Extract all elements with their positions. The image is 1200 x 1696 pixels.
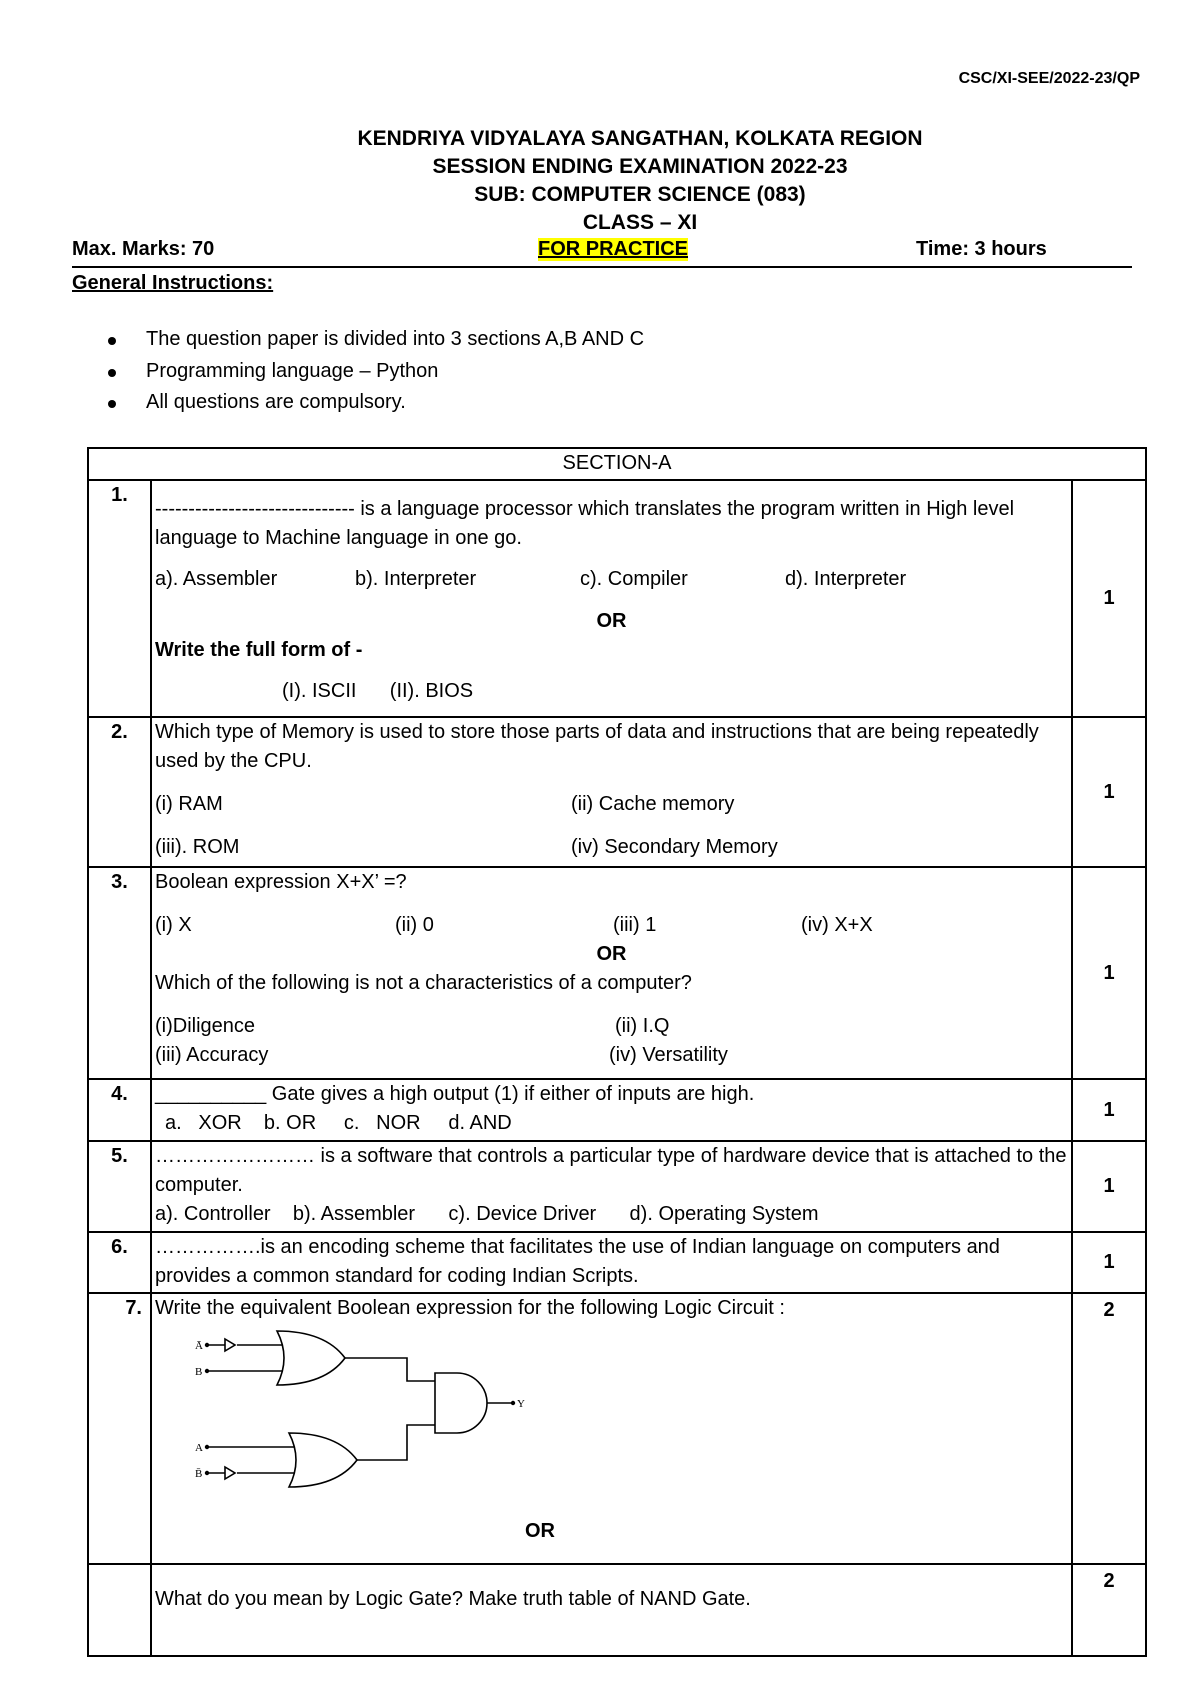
section-row [88,448,1146,480]
question-text: …………….is an encoding scheme that facilitates the use of Indian language on computers and provides a common standard for coding Indian Scripts. [155,1236,1000,1287]
header-subject: SUB: COMPUTER SCIENCE (083) [474,183,806,206]
header-class: CLASS – XI [582,211,698,234]
question-number: 5. [88,1141,151,1232]
question-body [151,1564,1072,1656]
option: (i) RAM [155,793,223,815]
question-text: Write the equivalent Boolean expression for the following Logic Circuit : [155,1297,785,1319]
circuit-label-b: B [195,1366,203,1378]
question-text: __________ Gate gives a high output (1) if either of inputs are high. [155,1083,755,1105]
questions-table [87,447,1147,1657]
question-number: 2. [88,717,151,867]
option: d). Interpreter [785,568,907,590]
circuit-label-a: A [195,1442,203,1454]
question-row [88,717,1146,867]
marks: 1 [1072,480,1146,717]
option: (i)Diligence [155,1015,256,1037]
circuit-label-b-bar: B̄ [195,1468,203,1480]
question-body [151,1079,1072,1141]
for-practice-badge: FOR PRACTICE [538,238,688,260]
options-row [155,833,1068,862]
bullet-icon [108,369,116,377]
options-line: a. XOR b. OR c. NOR d. AND [165,1112,512,1134]
option: a). Assembler [155,568,278,590]
circuit-label-a-bar: Ā [195,1340,203,1352]
marks: 1 [1072,1141,1146,1232]
options-line: a). Controller b). Assembler c). Device Driver d). Operating System [155,1203,819,1225]
time-allowed: Time: 3 hours [916,238,1047,260]
option: (ii) I.Q [615,1015,670,1037]
marks: 1 [1072,867,1146,1079]
max-marks: Max. Marks: 70 [72,238,215,260]
options-row [155,1041,1068,1070]
options-row [155,790,1068,819]
question-text: Which type of Memory is used to store those parts of data and instructions that are being repeatedly used by the CPU. [155,721,1039,772]
question-number: 7. [88,1293,151,1564]
question-row [88,867,1146,1079]
alt-items: (I). ISCII (II). BIOS [282,680,474,702]
or-label: OR [596,943,627,965]
option: (i) X [155,914,192,936]
question-number: 1. [88,480,151,717]
option: (iv) X+X [801,914,873,936]
options-row [155,565,1068,594]
question-number-empty [88,1564,151,1656]
or-label: OR [596,610,627,632]
options-row [155,1012,1068,1041]
option: (iii) Accuracy [155,1044,269,1066]
paper-code: CSC/XI-SEE/2022-23/QP [958,70,1140,87]
marks: 2 [1072,1564,1146,1656]
marks: 1 [1072,1079,1146,1141]
question-body [151,867,1072,1079]
question-number: 3. [88,867,151,1079]
question-body [151,1232,1072,1293]
section-title: SECTION-A [88,448,1146,480]
marks: 2 [1072,1293,1146,1564]
question-body [151,480,1072,717]
logic-circuit-diagram [195,1329,535,1499]
alt-question-text: Which of the following is not a characteristics of a computer? [155,972,692,994]
question-row [88,1079,1146,1141]
question-text: ------------------------------ is a language processor which translates the program written in High level language to Machine language in one go. [155,498,1015,549]
option: (ii) Cache memory [571,793,735,815]
question-row [88,1141,1146,1232]
question-row [88,1232,1146,1293]
header-exam: SESSION ENDING EXAMINATION 2022-23 [432,155,848,178]
meta-line [72,238,1132,268]
circuit-label-y: Y [517,1398,525,1410]
question-text: Boolean expression X+X’ =? [155,871,407,893]
question-number: 6. [88,1232,151,1293]
bullet-icon [108,337,116,345]
question-row [88,480,1146,717]
marks: 1 [1072,1232,1146,1293]
question-row [88,1293,1146,1564]
question-number: 4. [88,1079,151,1141]
question-text: …………………… is a software that controls a particular type of hardware device that is attached to the computer. [155,1145,1067,1196]
instructions-heading: General Instructions: [72,272,274,294]
option: (iv) Versatility [609,1044,728,1066]
option: (iii). ROM [155,836,240,858]
option: b). Interpreter [355,568,477,590]
option: c). Compiler [580,568,688,590]
options-row [155,911,1068,940]
alt-question-text: What do you mean by Logic Gate? Make truth table of NAND Gate. [155,1588,751,1610]
question-body [151,717,1072,867]
bullet-icon [108,400,116,408]
option: (iv) Secondary Memory [571,836,778,858]
header-region: KENDRIYA VIDYALAYA SANGATHAN, KOLKATA REGION [357,127,923,150]
question-row [88,1564,1146,1656]
alt-question-text: Write the full form of - [155,639,363,661]
question-body [151,1141,1072,1232]
question-body [151,1293,1072,1564]
option: (iii) 1 [613,914,657,936]
or-label: OR [525,1520,555,1542]
option: (ii) 0 [395,914,434,936]
marks: 1 [1072,717,1146,867]
